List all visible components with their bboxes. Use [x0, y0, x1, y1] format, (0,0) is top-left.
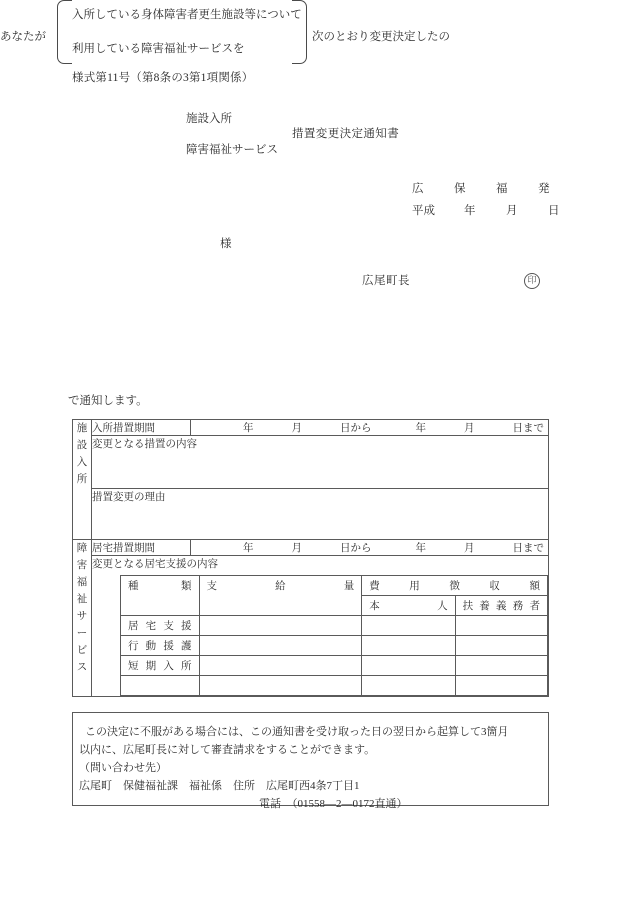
body-end-text: で通知します。 [68, 395, 148, 407]
vlabel-char: サ [76, 611, 88, 622]
section-label-service [73, 540, 92, 697]
header-cost-dependent [455, 596, 547, 616]
cell-service-type-text: 行動援護 [128, 641, 192, 652]
vlabel-char: 設 [76, 440, 88, 451]
cell-cost-self[interactable] [362, 676, 455, 696]
brace-right [292, 0, 307, 64]
period-month-2: 月 [464, 543, 475, 554]
period-year-2: 年 [415, 543, 426, 554]
title-alternative-lower: 障害福祉サービス [186, 144, 278, 156]
cell-service-type [121, 636, 200, 656]
cell-cost-dependent[interactable] [455, 616, 547, 636]
vlabel-char: 害 [76, 560, 88, 571]
cell-cost-self[interactable] [362, 636, 455, 656]
table-row [73, 420, 549, 436]
body-option-facility: 入所している身体障害者更生施設等について [72, 9, 302, 21]
issuer-name: 広尾町長 [362, 275, 410, 287]
vlabel-char: 福 [76, 577, 88, 588]
field-change-reason[interactable]: 措置変更の理由 [92, 489, 549, 540]
cell-cost-self[interactable] [362, 656, 455, 676]
contact-phone: 電話 （01558—2—0172直通） [259, 798, 408, 810]
period-from: 日から [340, 543, 372, 554]
document-date [412, 202, 560, 218]
vlabel-char: 入 [76, 457, 88, 468]
header-cost [362, 576, 548, 596]
table-row [73, 489, 549, 540]
doc-number-part-2: 保 [454, 183, 466, 195]
decision-table [72, 419, 549, 697]
period-month-1: 月 [291, 543, 302, 554]
field-change-content[interactable]: 変更となる措置の内容 [92, 436, 549, 489]
appeal-notice-line-1: この決定に不服がある場合には、この通知書を受け取った日の翌日から起算して3箇月 [85, 726, 509, 738]
section-label-facility [73, 420, 92, 540]
label-facility-period: 入所措置期間 [92, 420, 191, 436]
header-cost-dependent-text: 扶養義務者 [462, 601, 540, 612]
cell-service-type-text: 短期入所 [128, 661, 192, 672]
vlabel-char: 所 [76, 474, 88, 485]
contact-address: 広尾町 保健福祉課 福祉係 住所 広尾町西4条7丁目1 [79, 780, 360, 792]
period-year-1: 年 [243, 423, 254, 434]
header-cost-text: 費用徴収額 [369, 581, 540, 592]
services-table [120, 575, 548, 696]
form-number: 様式第11号（第8条の3第1項関係） [72, 72, 254, 84]
table-row [121, 676, 548, 696]
period-from: 日から [340, 423, 372, 434]
date-day-label: 日 [548, 205, 560, 217]
table-header-row [121, 576, 548, 596]
header-cost-self [362, 596, 455, 616]
header-amount [199, 576, 362, 616]
document-number [412, 180, 580, 196]
vlabel-char: ー [76, 628, 88, 639]
table-row [73, 540, 549, 556]
period-to: 日まで [512, 423, 544, 434]
cell-service-type [121, 656, 200, 676]
body-option-service: 利用している障害福祉サービスを [72, 43, 245, 55]
doc-number-part-4: 発 [538, 183, 550, 195]
cell-cost-dependent[interactable] [455, 636, 547, 656]
home-support-content [92, 556, 549, 697]
table-row [73, 556, 549, 697]
cell-service-amount[interactable] [199, 616, 362, 636]
cell-cost-dependent[interactable] [455, 656, 547, 676]
cell-cost-self[interactable] [362, 616, 455, 636]
cell-service-type [121, 616, 200, 636]
header-amount-text: 支給量 [206, 581, 355, 592]
vlabel-char: ビ [76, 645, 88, 656]
field-home-period[interactable] [191, 540, 549, 556]
addressee-honorific: 様 [220, 238, 232, 250]
doc-number-part-3: 福 [496, 183, 508, 195]
cell-service-type[interactable] [121, 676, 200, 696]
vlabel-char: 祉 [76, 594, 88, 605]
period-month-1: 月 [291, 423, 302, 434]
cell-cost-dependent[interactable] [455, 676, 547, 696]
table-row [121, 616, 548, 636]
period-to: 日まで [512, 543, 544, 554]
header-type [121, 576, 200, 616]
date-year-label: 年 [464, 205, 476, 217]
table-row [121, 656, 548, 676]
vlabel-char: 障 [76, 543, 88, 554]
home-support-title: 変更となる居宅支援の内容 [92, 559, 218, 570]
cell-service-type-text: 居宅支援 [128, 621, 192, 632]
label-home-period: 居宅措置期間 [92, 540, 191, 556]
period-year-2: 年 [415, 423, 426, 434]
field-facility-period[interactable] [191, 420, 549, 436]
appeal-notice-box [72, 712, 549, 810]
table-row [121, 636, 548, 656]
body-tail-text: 次のとおり変更決定したの [312, 31, 450, 43]
doc-number-part-1: 広 [412, 183, 424, 195]
header-cost-self-text: 本人 [369, 601, 448, 612]
page-title: 措置変更決定通知書 [292, 128, 400, 140]
contact-heading: （問い合わせ先） [79, 762, 167, 774]
date-era: 平成 [412, 205, 435, 217]
table-row [73, 436, 549, 489]
period-year-1: 年 [243, 543, 254, 554]
title-alternative-upper: 施設入所 [186, 113, 232, 125]
body-lead-text: あなたが [0, 31, 46, 43]
cell-service-amount[interactable] [199, 636, 362, 656]
seal-icon [524, 271, 540, 289]
body-statement [0, 0, 470, 70]
cell-service-amount[interactable] [199, 656, 362, 676]
vlabel-char: 施 [76, 423, 88, 434]
cell-service-amount[interactable] [199, 676, 362, 696]
seal-mark: 印 [524, 273, 540, 289]
period-month-2: 月 [464, 423, 475, 434]
header-type-text: 種類 [128, 581, 192, 592]
date-month-label: 月 [506, 205, 518, 217]
vlabel-char: ス [76, 662, 88, 673]
brace-left [57, 0, 72, 64]
cell-service-type-text [121, 676, 199, 680]
appeal-notice-line-2: 以内に、広尾町長に対して審査請求をすることができます。 [79, 744, 376, 756]
